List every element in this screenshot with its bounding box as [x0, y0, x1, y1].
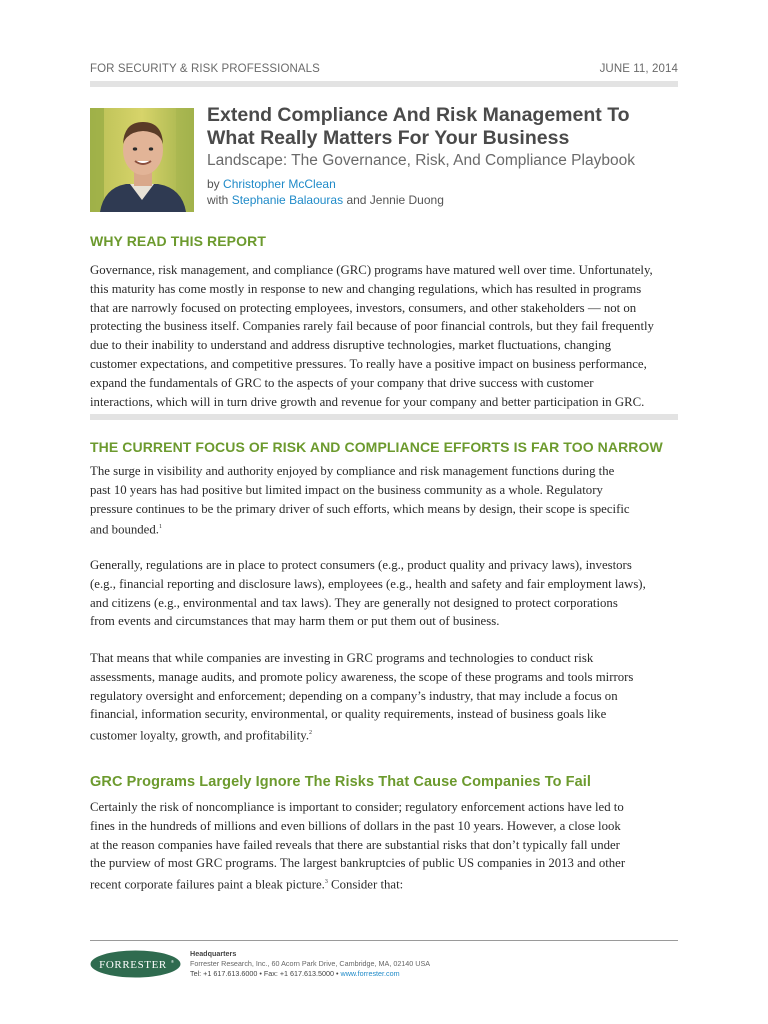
- why-read-divider: [90, 414, 678, 420]
- footer-divider: [90, 940, 678, 941]
- coauthor-rest: and Jennie Duong: [346, 193, 444, 207]
- paragraph-line: past 10 years has had positive but limited impact on the business community as a whole. Regulatory: [90, 482, 603, 497]
- byline-author: [207, 177, 677, 191]
- section-heading-narrow-focus: THE CURRENT FOCUS OF RISK AND COMPLIANCE EFFORTS IS FAR TOO NARROW: [90, 439, 663, 455]
- report-subtitle: Landscape: The Governance, Risk, And Compliance Playbook: [207, 152, 635, 169]
- section1-paragraph-2: [90, 556, 682, 631]
- why-read-line: interactions, which will in turn drive growth and revenue for your company and better participation in GRC.: [90, 394, 645, 409]
- footnote-ref[interactable]: 1: [158, 524, 162, 531]
- author-link[interactable]: Christopher McClean: [223, 177, 336, 191]
- hq-address: Forrester Research, Inc., 60 Acorn Park Drive, Cambridge, MA, 02140 USA: [190, 959, 431, 969]
- paragraph-line: assessments, manage audits, and promote policy awareness, the scope of these programs and tools mirrors: [90, 669, 634, 684]
- report-title: [207, 104, 677, 150]
- why-read-line: due to their inability to understand and address disruptive technologies, market fluctuations, changing: [90, 338, 611, 353]
- paragraph-text: customer loyalty, growth, and profitability.: [90, 728, 310, 743]
- paragraph-text: and bounded.: [90, 522, 159, 537]
- why-read-line: this maturity has come mostly in response to new and changing regulations, which has resulted in programs: [90, 281, 642, 296]
- section-label: FOR SECURITY & RISK PROFESSIONALS: [90, 63, 320, 75]
- footer-contact: [190, 949, 610, 980]
- paragraph-line: from events and circumstances that may harm them or put them out of business.: [90, 614, 500, 629]
- section2-paragraph-1: [90, 798, 682, 894]
- title-line-2: What Really Matters For Your Business: [207, 127, 570, 149]
- paragraph-line: fines in the hundreds of millions and even billions of dollars in the past 10 years. However, a close look: [90, 818, 621, 833]
- report-header: [90, 63, 678, 79]
- logo-wordmark: FORRESTER: [99, 959, 167, 971]
- paragraph-line: [90, 873, 682, 894]
- byline-coauthors: [207, 193, 677, 207]
- footnote-ref[interactable]: 3: [324, 879, 328, 886]
- website-link[interactable]: www.forrester.com: [340, 969, 400, 979]
- paragraph-line: financial, information security, environmental, or quality requirements, instead of business goals like: [90, 707, 607, 722]
- section1-paragraph-1: [90, 462, 682, 539]
- paragraph-text: recent corporate failures paint a bleak picture.: [90, 877, 325, 892]
- report-date: JUNE 11, 2014: [599, 63, 678, 75]
- paragraph-line: [90, 724, 682, 745]
- paragraph-line: [90, 518, 682, 539]
- paragraph-line: The surge in visibility and authority enjoyed by compliance and risk management functions during the: [90, 464, 615, 478]
- why-read-paragraph: [90, 261, 682, 411]
- logo-registered-mark: ®: [171, 959, 174, 964]
- why-read-line: Governance, risk management, and compliance (GRC) programs have matured well over time. Unfortunately,: [90, 263, 653, 277]
- paragraph-line: (e.g., financial reporting and disclosure laws), employees (e.g., health and safety and fair employment laws),: [90, 576, 646, 591]
- section-heading-grc-programs: GRC Programs Largely Ignore The Risks That Cause Companies To Fail: [90, 774, 592, 790]
- paragraph-line: the purview of most GRC programs. The largest bankruptcies of public US companies in 2013 and other: [90, 856, 626, 871]
- phone-fax: Tel: +1 617.613.6000 • Fax: +1 617.613.5000 •: [190, 969, 339, 979]
- coauthor-link[interactable]: Stephanie Balaouras: [231, 193, 344, 207]
- forrester-logo: [90, 950, 181, 978]
- title-line-1: Extend Compliance And Risk Management To: [207, 104, 630, 126]
- paragraph-line: Certainly the risk of noncompliance is important to consider; regulatory enforcement actions have led to: [90, 800, 624, 814]
- paragraph-line: Generally, regulations are in place to protect consumers (e.g., product quality and privacy laws), investors: [90, 558, 632, 572]
- why-read-line: expand the fundamentals of GRC to the aspects of your company that drive success with customer: [90, 375, 594, 390]
- paragraph-line: and citizens (e.g., environmental and tax laws). They are generally not designed to protect corporations: [90, 595, 618, 610]
- paragraph-line: pressure continues to be the primary driver of such efforts, which means by design, their scope is specific: [90, 501, 630, 516]
- paragraph-line: That means that while companies are investing in GRC programs and technologies to conduct risk: [90, 651, 594, 665]
- paragraph-line: at the reason companies have failed reveals that there are substantial risks that don’t typically fall under: [90, 837, 620, 852]
- section1-paragraph-3: [90, 649, 682, 745]
- paragraph-line: regulatory oversight and enforcement; depending on a company’s industry, that may include a focus on: [90, 688, 618, 703]
- paragraph-text: Consider that:: [327, 877, 404, 892]
- why-read-heading: WHY READ THIS REPORT: [90, 233, 266, 249]
- why-read-line: customer expectations, and competitive pressures. To really have a positive impact on business performance,: [90, 356, 647, 371]
- why-read-line: that are narrowly focused on protecting employees, investors, consumers, and other stakeholders — not on: [90, 300, 637, 315]
- footnote-ref[interactable]: 2: [309, 730, 313, 737]
- author-photo: [90, 108, 194, 212]
- header-divider: [90, 81, 678, 87]
- by-prefix: by: [207, 177, 220, 191]
- with-prefix: with: [207, 193, 229, 207]
- contact-line: [190, 969, 610, 979]
- hq-label: Headquarters: [190, 949, 237, 958]
- why-read-line: protecting the business itself. Companies rarely fail because of poor financial controls, but they fail frequently: [90, 319, 654, 334]
